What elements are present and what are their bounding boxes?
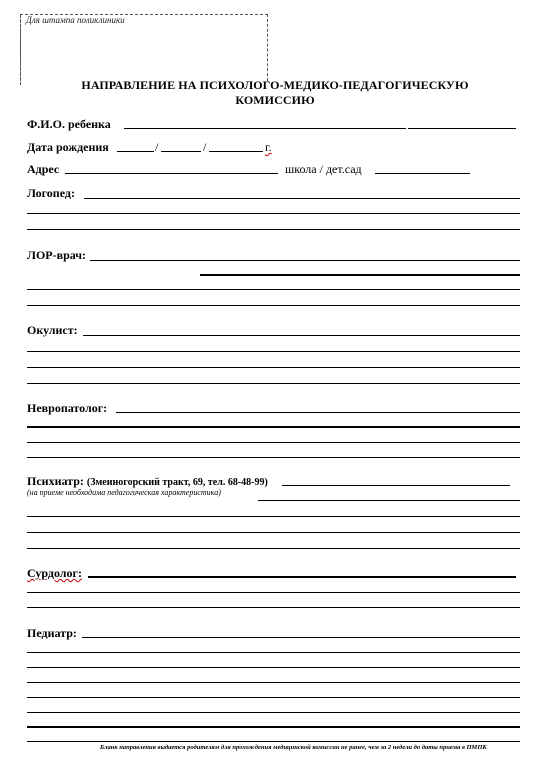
nevro-line-2[interactable] [27, 426, 520, 428]
address-label: Адрес [27, 162, 60, 176]
dob-separator-1: / [155, 140, 159, 154]
surdo-line-1[interactable] [88, 576, 516, 578]
pediatr-line-8[interactable] [27, 741, 520, 742]
lor-line-1[interactable] [90, 260, 520, 261]
lor-line-4[interactable] [27, 305, 520, 306]
dob-separator-2: / [203, 140, 207, 154]
pediatr-line-2[interactable] [27, 652, 520, 653]
pediatr-line-3[interactable] [27, 667, 520, 668]
surdo-line-2[interactable] [27, 592, 520, 593]
school-label: школа / дет.сад [285, 162, 362, 176]
logoped-line-1[interactable] [84, 198, 520, 199]
footer-note: Бланк направления выдается родителям для прохождения медицинской комиссии не ранее, чем за 2 недели до даты приема в ПМПК [100, 744, 487, 751]
dob-year-field[interactable] [209, 151, 263, 152]
lor-line-2[interactable] [200, 274, 520, 276]
stamp-label: Для штампа поликлиники [26, 15, 125, 25]
psych-note: (на приеме необходима педагогическая характеристика) [27, 488, 221, 497]
psych-line-3[interactable] [27, 516, 520, 517]
psych-line-2[interactable] [258, 500, 520, 501]
okulist-line-1[interactable] [83, 335, 520, 336]
dob-month-field[interactable] [161, 151, 201, 152]
pediatr-label: Педиатр: [27, 626, 77, 640]
fio-label: Ф.И.О. ребенка [27, 117, 111, 131]
fio-field[interactable] [124, 128, 406, 129]
form-title-line2: КОМИССИЮ [235, 93, 315, 107]
psych-line-1[interactable] [282, 485, 510, 486]
logoped-line-2[interactable] [27, 213, 520, 214]
logoped-label: Логопед: [27, 186, 75, 200]
form-title [30, 78, 520, 108]
nevro-line-1[interactable] [116, 412, 520, 413]
okulist-line-4[interactable] [27, 383, 520, 384]
dob-year-suffix: г. [265, 140, 272, 154]
logoped-line-3[interactable] [27, 229, 520, 230]
psych-address: (Змеиногорский тракт, 69, тел. 68-48-99) [86, 477, 268, 488]
psych-label: Психиатр: (Змеиногорский тракт, 69, тел. 68-48-99) [27, 474, 268, 488]
pediatr-line-7[interactable] [27, 726, 520, 728]
psych-line-4[interactable] [27, 532, 520, 533]
okulist-label: Окулист: [27, 323, 78, 337]
pediatr-line-5[interactable] [27, 697, 520, 698]
nevro-label: Невропатолог: [27, 401, 108, 415]
lor-line-3[interactable] [27, 289, 520, 290]
dob-day-field[interactable] [117, 151, 154, 152]
lor-label: ЛОР-врач: [27, 248, 87, 262]
address-field[interactable] [65, 173, 278, 174]
psych-line-5[interactable] [27, 548, 520, 549]
fio-field-extra[interactable] [408, 128, 516, 129]
pediatr-line-1[interactable] [82, 637, 520, 638]
dob-label: Дата рождения [27, 140, 109, 154]
pediatr-line-4[interactable] [27, 682, 520, 683]
okulist-line-3[interactable] [27, 367, 520, 368]
okulist-line-2[interactable] [27, 351, 520, 352]
nevro-line-3[interactable] [27, 442, 520, 443]
surdo-line-3[interactable] [27, 607, 520, 608]
pediatr-line-6[interactable] [27, 712, 520, 713]
surdo-label: Сурдолог: [27, 566, 82, 580]
nevro-line-4[interactable] [27, 457, 520, 458]
form-title-line1: НАПРАВЛЕНИЕ НА ПСИХОЛОГО-МЕДИКО-ПЕДАГОГИЧЕСКУЮ [81, 78, 469, 92]
school-field[interactable] [375, 173, 470, 174]
